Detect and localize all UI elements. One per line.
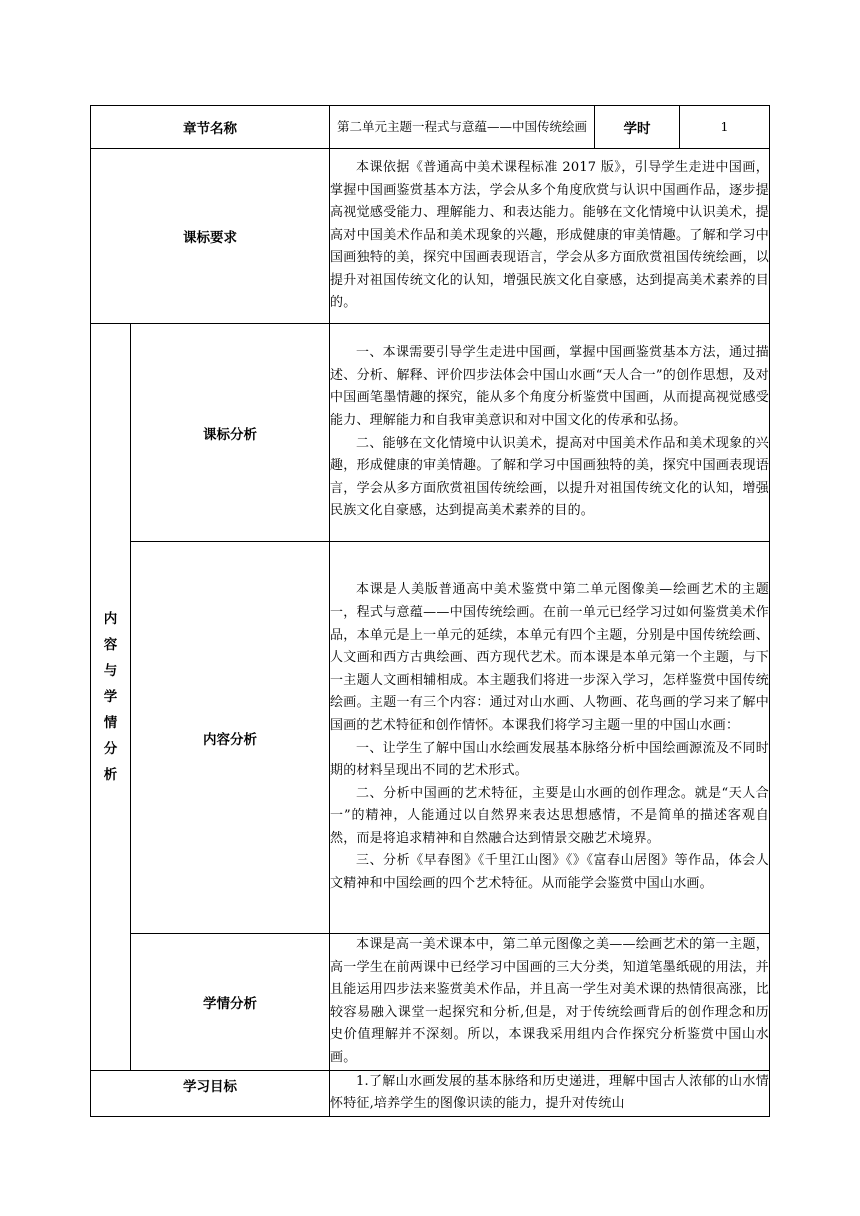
vlabel-char: 内 [103, 610, 118, 627]
content-analysis-label: 内容分析 [131, 542, 330, 934]
hours-value: 1 [680, 106, 770, 149]
vlabel-char: 分 [103, 740, 118, 757]
content-paragraph: 一、让学生了解中国山水绘画发展基本脉络分析中国绘画源流及不同时期的材料呈现出不同的艺术形式。 [330, 740, 769, 779]
curriculum-cell [330, 149, 770, 324]
learner-analysis-label: 学情分析 [131, 934, 330, 1071]
learner-analysis-row [91, 934, 770, 1071]
standards-analysis-row [91, 324, 770, 542]
content-analysis-row [91, 542, 770, 934]
vlabel-char: 析 [103, 766, 118, 783]
chapter-label: 章节名称 [91, 106, 330, 149]
content-learner-analysis-label [91, 324, 131, 1071]
content-paragraph: 二、分析中国画的艺术特征，主要是山水画的创作理念。就是“天人合一”的精神，人能通过以自然界来表达思想感情，不是简单的描述客观自然，而是将追求精神和自然融合达到情景交融艺术境界。 [330, 785, 769, 846]
header-row [91, 106, 770, 149]
content-analysis-cell [330, 542, 770, 934]
vlabel-char: 情 [103, 714, 118, 731]
standards-analysis-cell [330, 324, 770, 542]
objectives-label: 学习目标 [91, 1070, 330, 1116]
curriculum-row [91, 149, 770, 324]
curriculum-text: 本课依据《普通高中美术课程标准 2017 版》，引导学生走进中国画，掌握中国画鉴赏基本方法，学会从多个角度欣赏与认识中国画作品，逐步提高视觉感受能力、理解能力、和表达能力。能够在文化情境中认识美术，提高对中国美术作品和美术现象的兴趣，形成健康的审美情趣。了解和学习中国画独特的美，探究中国画表现语言，学会从多方面欣赏祖国传统绘画，以提升对祖国传统文化的认知，增强民族文化自豪感，达到提高美术素养的目的。 [330, 159, 769, 311]
chapter-value: 第二单元主题一程式与意蕴——中国传统绘画 [330, 106, 595, 149]
vlabel-char: 与 [103, 662, 118, 679]
objectives-row [91, 1070, 770, 1116]
hours-label: 学时 [595, 106, 680, 149]
content-paragraph: 三、分析《早春图》《千里江山图》《》《富春山居图》等作品，体会人文精神和中国绘画的四个艺术特征。从而能学会鉴赏中国山水画。 [330, 853, 769, 892]
standards-paragraph: 一、本课需要引导学生走进中国画，掌握中国画鉴赏基本方法，通过描述、分析、解释、评价四步法体会中国山水画“天人合一”的创作思想，及对中国画笔墨情趣的探究，能从多个角度分析鉴赏中国画，从而提高视觉感受能力、理解能力和自我审美意识和对中国文化的传承和弘扬。 [330, 345, 769, 428]
standards-analysis-label: 课标分析 [131, 324, 330, 542]
curriculum-label: 课标要求 [91, 149, 330, 324]
learner-analysis-cell [330, 934, 770, 1071]
objectives-text: 1.了解山水画发展的基本脉络和历史递进，理解中国古人浓郁的山水情怀特征,培养学生的图像识读的能力，提升对传统山 [330, 1073, 769, 1112]
content-paragraph: 本课是人美版普通高中美术鉴赏中第二单元图像美—绘画艺术的主题一，程式与意蕴——中国传统绘画。在前一单元已经学习过如何鉴赏美术作品，本单元是上一单元的延续，本单元有四个主题，分别是中国传统绘画、人文画和西方古典绘画、西方现代艺术。而本课是本单元第一个主题，与下一主题人文画相辅相成。本主题我们将进一步深入学习，怎样鉴赏中国传统绘画。主题一有三个内容：通过对山水画、人物画、花鸟画的学习来了解中国画的艺术特征和创作情怀。本课我们将学习主题一里的中国山水画： [330, 582, 769, 733]
vlabel-char: 学 [103, 688, 118, 705]
lesson-plan-table [90, 105, 770, 1117]
objectives-cell [330, 1070, 770, 1116]
learner-analysis-text: 本课是高一美术课本中，第二单元图像之美——绘画艺术的第一主题，高一学生在前两课中已经学习中国画的三大分类，知道笔墨纸砚的用法，并且能运用四步法来鉴赏美术作品，并且高一学生对美术课的热情很高涨，比较容易融入课堂一起探究和分析,但是，对于传统绘画背后的创作理念和历史价值理解并不深刻。所以，本课我采用组内合作探究分析鉴赏中国山水画。 [330, 937, 769, 1065]
vlabel-char: 容 [103, 636, 118, 653]
standards-paragraph: 二、能够在文化情境中认识美术，提高对中国美术作品和美术现象的兴趣，形成健康的审美情趣。了解和学习中国画独特的美，探究中国画表现语言，学会从多方面欣赏祖国传统绘画，以提升对祖国传统文化的认知，增强民族文化自豪感，达到提高美术素养的目的。 [330, 435, 769, 519]
